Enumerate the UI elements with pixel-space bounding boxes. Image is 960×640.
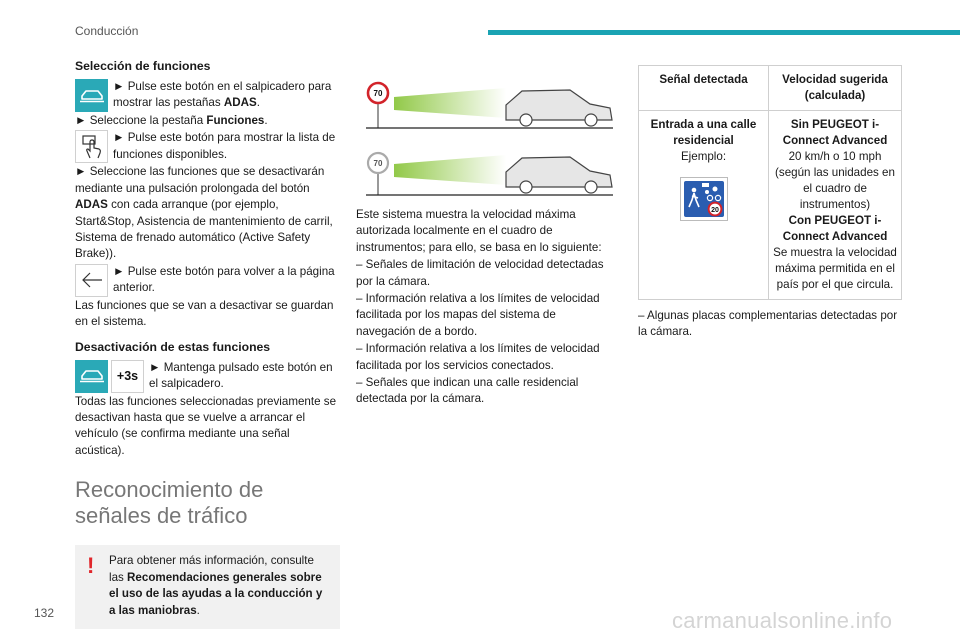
intro-text: Este sistema muestra la velocidad máxima autorizada localmente en el cuadro de instrumentos; para ello, se basa en lo siguiente: — [356, 208, 602, 254]
step1-text: ► Pulse este botón en el salpicadero para mostrar las pestañas — [113, 80, 332, 110]
selection-heading: Selección de funciones — [75, 59, 211, 73]
table-header-row — [639, 66, 902, 111]
car-icon — [506, 157, 612, 193]
step2-end: . — [264, 114, 268, 127]
speed-table — [638, 65, 902, 300]
step-hold-button — [75, 360, 340, 393]
sin-heading: Sin PEUGEOT i-Connect Advanced — [782, 118, 888, 147]
con-text: Se muestra la velocidad máxima permitida en el país por el que circula. — [773, 246, 897, 291]
step1-bold: ADAS — [223, 96, 257, 110]
bullet-2: – Información relativa a los límites de velocidad facilitada por los mapas del sistema de navegación de a bordo. — [356, 292, 600, 338]
step6-text: ► Mantenga pulsado este botón en el salpicadero. — [149, 360, 333, 391]
camera-beam-bottom — [394, 155, 506, 185]
table-cell-signal — [639, 111, 769, 300]
header-accent-bar — [488, 30, 960, 35]
residential-sign-speed: 20 — [710, 207, 719, 214]
notice-bold: Recomendaciones generales sobre el uso de las ayudas a la conducción y a las maniobras — [109, 570, 323, 617]
step4-end: con cada arranque (por ejemplo, Start&Stop, Asistencia de mantenimiento de carril, Sistema de frenado automático (Active Safety Brake)). — [75, 198, 333, 261]
con-heading: Con PEUGEOT i-Connect Advanced — [782, 214, 888, 243]
bullet-3: – Información relativa a los límites de velocidad facilitada por los servicios conectados. — [356, 342, 600, 372]
notice-box — [75, 545, 340, 629]
hold-3s-icon: +3s — [111, 360, 144, 393]
step2-bold: Funciones — [206, 114, 265, 127]
deactivation-heading: Desactivación de estas funciones — [75, 339, 271, 354]
car-adas-icon — [75, 360, 108, 393]
traffic-sign-recognition-illustration — [356, 78, 618, 204]
column-2 — [356, 207, 618, 409]
table-cell-speed — [769, 111, 902, 300]
step4-text: ► Seleccione las funciones que se desactivarán mediante una pulsación prolongada del botón — [75, 165, 325, 195]
car-adas-icon — [75, 79, 108, 112]
warning-exclamation-icon: ! — [87, 553, 95, 579]
step-functions-button — [75, 130, 340, 163]
step1-end: . — [256, 96, 260, 110]
step3-text: ► Pulse este botón para mostrar la lista de funciones disponibles. — [113, 131, 336, 161]
step2 — [75, 113, 340, 129]
touch-hand-icon — [75, 130, 108, 163]
table-header-signal: Señal detectada — [639, 66, 769, 111]
residential-zone-sign-icon — [680, 177, 728, 221]
step-back-button — [75, 264, 340, 297]
step-adas-button — [75, 79, 340, 112]
notice-text: Para obtener más información, consulte las — [109, 554, 314, 584]
section-label: Conducción — [75, 24, 139, 38]
row-signal-title: Entrada a una calle residencial — [650, 118, 757, 147]
step4 — [75, 164, 340, 262]
sin-text: 20 km/h o 10 mph (según las unidades en el cuadro de instrumentos) — [775, 150, 895, 211]
notice-end: . — [196, 603, 200, 617]
step5-text: ► Pulse este botón para volver a la página anterior. — [113, 264, 335, 295]
row-signal-example: Ejemplo: — [680, 150, 727, 163]
back-arrow-icon — [75, 264, 108, 297]
camera-beam-top — [394, 88, 506, 118]
step4-bold: ADAS — [75, 198, 108, 212]
section-title: Reconocimiento de señales de tráfico — [75, 477, 264, 529]
note1: Las funciones que se van a desactivar se guardan en el sistema. — [75, 298, 334, 329]
complementary-plates-text: – Algunas placas complementarias detectadas por la cámara. — [638, 309, 898, 339]
bullet-1: – Señales de limitación de velocidad detectadas por la cámara. — [356, 258, 604, 288]
watermark: carmanualsonline.info — [672, 608, 893, 633]
step2-text: ► Seleccione la pestaña — [75, 114, 207, 127]
car-icon — [506, 90, 612, 126]
bullet-4: – Señales que indican una calle residencial detectada por la cámara. — [356, 376, 579, 406]
table-header-speed: Velocidad sugerida (calculada) — [769, 66, 902, 111]
page-number: 132 — [34, 606, 55, 620]
sign-bottom-value: 70 — [373, 159, 383, 168]
column-3 — [638, 65, 902, 341]
sign-top-value: 70 — [373, 89, 383, 98]
table-row — [639, 111, 902, 300]
note2: Todas las funciones seleccionadas previamente se desactivan hasta que se vuelve a arrancar el vehículo (se confirma mediante una señal acústica). — [75, 394, 337, 457]
column-1 — [75, 58, 340, 629]
